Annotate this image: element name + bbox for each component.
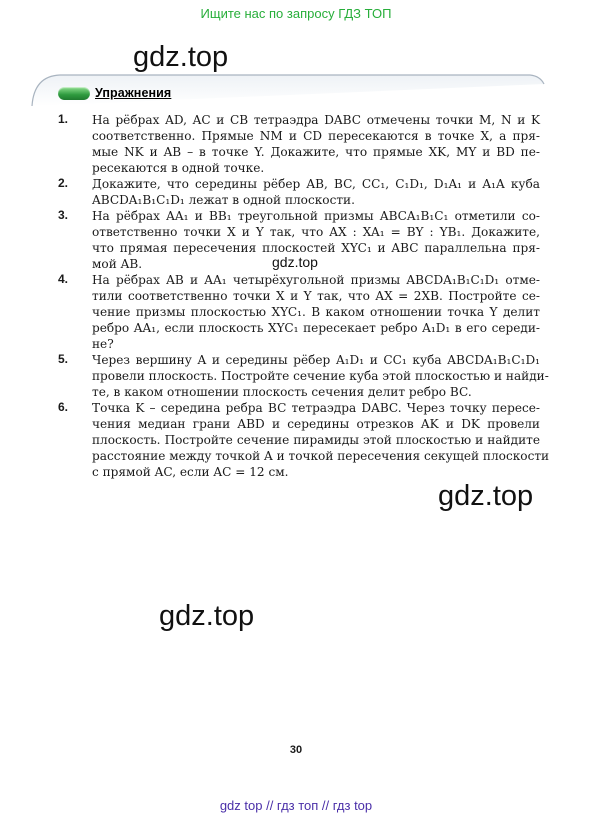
section-marker-icon: [58, 87, 90, 100]
exercise-number: 4.: [58, 272, 69, 286]
watermark: gdz.top: [272, 254, 318, 270]
exercise-line: расстояние между точкой A и точкой пересечения секущей плоскости: [92, 449, 550, 463]
exercise-line: мой AB.: [92, 257, 143, 271]
exercise-line: мые NK и AB – в точке Y. Докажите, что прямые XK, MY и BD пе-: [92, 145, 540, 159]
page-number: 30: [289, 744, 303, 756]
exercise-line: те, в каком отношении плоскость сечения делит ребро BC.: [92, 385, 472, 399]
exercise-line: с прямой AC, если AC = 12 см.: [92, 465, 289, 479]
exercise-line: не?: [92, 337, 114, 351]
watermark: gdz.top: [159, 600, 255, 632]
exercise-number: 5.: [58, 352, 69, 366]
exercise-line: чения медиан грани ABD и середины отрезков AK и DK провели: [92, 417, 540, 431]
exercise-line: ресекаются в одной точке.: [92, 161, 265, 175]
exercise-line: ребро AA₁, если плоскость XYC₁ пересекает ребро A₁D₁ в его середи-: [92, 321, 540, 335]
top-banner: Ищите нас по запросу ГДЗ ТОП: [200, 6, 392, 21]
section-header: [58, 84, 171, 102]
exercise-number: 6.: [58, 400, 69, 414]
exercise-line: чение призмы плоскостью XYC₁. В каком отношении точка Y делит: [92, 305, 540, 319]
exercise-line: тили соответственно точки X и Y так, что AX = 2XB. Постройте се-: [92, 289, 540, 303]
exercise-line: Точка K – середина ребра BC тетраэдра DABC. Через точку пересе-: [92, 401, 540, 415]
bottom-banner: gdz top // гдз топ // гдз top: [219, 798, 373, 813]
watermark: gdz.top: [438, 480, 534, 512]
exercise-line: ABCDA₁B₁C₁D₁ лежат в одной плоскости.: [92, 193, 355, 207]
exercise-line: Докажите, что середины рёбер AB, BC, CC₁, C₁D₁, D₁A₁ и A₁A куба: [92, 177, 540, 191]
section-title: Упражнения: [95, 86, 172, 100]
exercise-line: провели плоскость. Постройте сечение куба этой плоскостью и найди-: [92, 369, 549, 383]
exercise-number: 1.: [58, 112, 69, 126]
exercise-number: 2.: [58, 176, 69, 190]
exercise-line: соответственно. Прямые NM и CD пересекаются в точке X, а пря-: [92, 129, 540, 143]
exercise-line: На рёбрах AA₁ и BB₁ треугольной призмы ABCA₁B₁C₁ отметили со-: [92, 209, 540, 223]
exercise-line: На рёбрах AB и AA₁ четырёхугольной призмы ABCDA₁B₁C₁D₁ отме-: [92, 273, 540, 287]
exercise-line: На рёбрах AD, AC и CB тетраэдра DABC отмечены точки M, N и K: [92, 113, 540, 127]
exercise-line: ответственно точки X и Y так, что AX : XA₁ = BY : YB₁. Докажите,: [92, 225, 540, 239]
exercise-line: что прямая пересечения плоскостей XYC₁ и ABC параллельна пря-: [92, 241, 540, 255]
exercise-line: плоскость. Постройте сечение пирамиды этой плоскостью и найдите: [92, 433, 540, 447]
watermark: gdz.top: [133, 41, 229, 73]
exercise-number: 3.: [58, 208, 69, 222]
exercise-line: Через вершину A и середины рёбер A₁D₁ и CC₁ куба ABCDA₁B₁C₁D₁: [92, 353, 540, 367]
